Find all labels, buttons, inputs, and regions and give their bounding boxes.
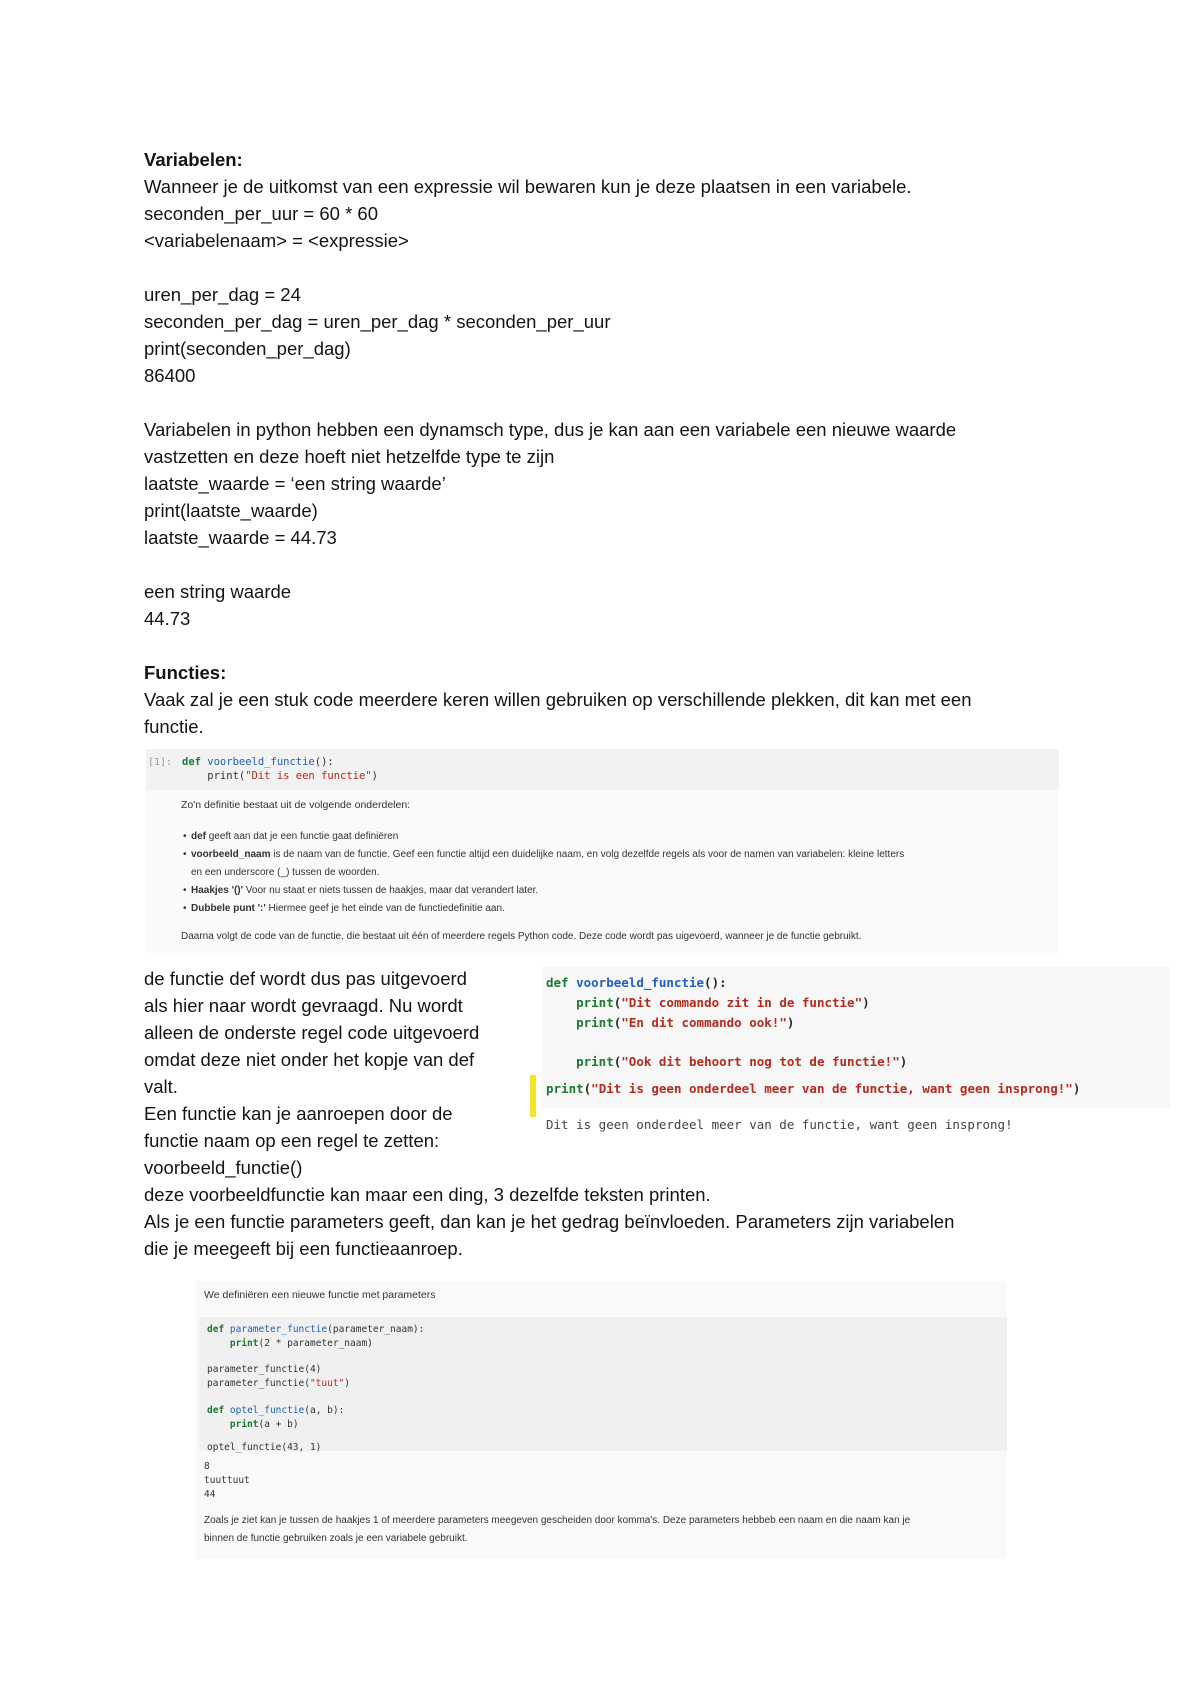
- notebook-screenshot-3: [196, 1281, 1007, 1559]
- code-punct: ): [371, 770, 378, 782]
- bullet-dot: •: [183, 885, 187, 896]
- code-cell: [199, 1317, 1007, 1451]
- cell-code: [182, 755, 378, 783]
- paragraph-line: als hier naar wordt gevraagd. Nu wordt: [144, 995, 463, 1016]
- code-line: <variabelenaam> = <expressie>: [144, 230, 409, 251]
- cell-output: Dit is geen onderdeel meer van de functie, want geen insprong!: [542, 1108, 1170, 1142]
- code-line: print("Dit commando zit in de functie"): [576, 995, 870, 1010]
- code-line: parameter_functie("tuut"): [207, 1378, 351, 1389]
- paragraph-line: functie.: [144, 716, 204, 737]
- paragraph-line: Variabelen in python hebben een dynamsch type, dus je kan aan een variabele een nieuwe waarde: [144, 419, 957, 440]
- paragraph-line: alleen de onderste regel code uitgevoerd: [144, 1022, 480, 1043]
- markdown-text: Zoals je ziet kan je tussen de haakjes 1 of meerdere parameters meegeven gescheiden door komma's. Deze parameters hebbeb een naam en die naam kan je: [204, 1515, 911, 1526]
- paragraph-line: Een functie kan je aanroepen door de: [144, 1103, 453, 1124]
- notebook-screenshot-2: [542, 967, 1170, 1142]
- paragraph-line: valt.: [144, 1076, 178, 1097]
- code-line: print(laatste_waarde): [144, 500, 318, 521]
- code-line: optel_functie(43, 1): [207, 1442, 322, 1453]
- markdown-outro: Daarna volgt de code van de functie, die bestaat uit één of meerdere regels Python code. Deze code wordt pas uigevoerd, wanneer je de functie gebruikt.: [181, 931, 862, 942]
- code-line: def optel_functie(a, b):: [207, 1405, 345, 1416]
- markdown-text: binnen de functie gebruiken zoals je een variabele gebruikt.: [204, 1533, 468, 1544]
- bullet-item: Haakjes '()' Voor nu staat er niets tussen de haakjes, maar dat verandert later.: [191, 885, 539, 896]
- code-line: print("Dit is geen onderdeel meer van de functie, want geen insprong!"): [546, 1081, 1081, 1096]
- output-line: een string waarde: [144, 581, 292, 602]
- markdown-intro: We definiëren een nieuwe functie met parameters: [204, 1289, 436, 1301]
- code-line: laatste_waarde = 44.73: [144, 527, 337, 548]
- paragraph-line: Vaak zal je een stuk code meerdere keren willen gebruiken op verschillende plekken, dit kan met een: [144, 689, 972, 710]
- cell-prompt: [1]:: [148, 757, 173, 768]
- code-line: def voorbeeld_functie():: [546, 975, 727, 990]
- function-name: voorbeeld_functie: [200, 756, 315, 768]
- variabelen-heading: Variabelen:: [144, 149, 243, 170]
- paragraph-line: die je meegeeft bij een functieaanroep.: [144, 1238, 463, 1259]
- code-line: seconden_per_uur = 60 * 60: [144, 203, 379, 224]
- bullet-item: def geeft aan dat je een functie gaat definiëren: [191, 831, 399, 842]
- code-line: print(a + b): [229, 1419, 299, 1430]
- code-line: print(2 * parameter_naam): [229, 1338, 373, 1349]
- notebook-screenshot-1: [146, 749, 1059, 953]
- bullet-continuation: en een underscore (_) tussen de woorden.: [191, 867, 380, 878]
- code-punct: ():: [314, 756, 334, 768]
- code-line: voorbeeld_functie(): [144, 1157, 303, 1178]
- code-line: seconden_per_dag = uren_per_dag * seconden_per_uur: [144, 311, 611, 332]
- paragraph-line: de functie def wordt dus pas uitgevoerd: [144, 968, 467, 989]
- output-line: 44.73: [144, 608, 191, 629]
- code-line: print("Ook dit behoort nog tot de functie!"): [576, 1054, 908, 1069]
- code-cell: [146, 749, 1059, 790]
- highlight-marker: [530, 1075, 536, 1117]
- bullet-dot: •: [183, 903, 187, 914]
- paragraph-line: Als je een functie parameters geeft, dan kan je het gedrag beïnvloeden. Parameters zijn variabelen: [144, 1211, 955, 1232]
- code-line: parameter_functie(4): [207, 1364, 322, 1375]
- output-line: tuuttuut: [204, 1475, 250, 1486]
- bullet-item: Dubbele punt ':' Hiermee geef je het einde van de functiedefinitie aan.: [191, 903, 505, 914]
- code-string: "Dit is een functie": [245, 770, 372, 782]
- paragraph-line: deze voorbeeldfunctie kan maar een ding, 3 dezelfde teksten printen.: [144, 1184, 711, 1205]
- output-line: 8: [204, 1461, 210, 1472]
- keyword-def: def: [182, 756, 201, 768]
- paragraph-line: Wanneer je de uitkomst van een expressie wil bewaren kun je deze plaatsen in een variabele.: [144, 176, 912, 197]
- output-line: 44: [204, 1489, 216, 1500]
- bullet-item: voorbeeld_naam is de naam van de functie. Geef een functie altijd een duidelijke naam, en volg dezelfde regels als voor de namen van variabelen: kleine letters: [191, 849, 905, 860]
- code-line: uren_per_dag = 24: [144, 284, 301, 305]
- bullet-dot: •: [183, 849, 187, 860]
- output-line: 86400: [144, 365, 196, 386]
- code-line: laatste_waarde = ‘een string waarde’: [144, 473, 446, 494]
- markdown-intro: Zo'n definitie bestaat uit de volgende onderdelen:: [181, 799, 411, 811]
- code-line: print(seconden_per_dag): [144, 338, 351, 359]
- code-line: def parameter_functie(parameter_naam):: [207, 1324, 425, 1335]
- functies-heading: Functies:: [144, 662, 227, 683]
- code-line: print("En dit commando ook!"): [576, 1015, 795, 1030]
- paragraph-line: vastzetten en deze hoeft niet hetzelfde type te zijn: [144, 446, 555, 467]
- paragraph-line: functie naam op een regel te zetten:: [144, 1130, 440, 1151]
- code-print: print(: [182, 770, 246, 782]
- paragraph-line: omdat deze niet onder het kopje van def: [144, 1049, 475, 1070]
- bullet-dot: •: [183, 831, 187, 842]
